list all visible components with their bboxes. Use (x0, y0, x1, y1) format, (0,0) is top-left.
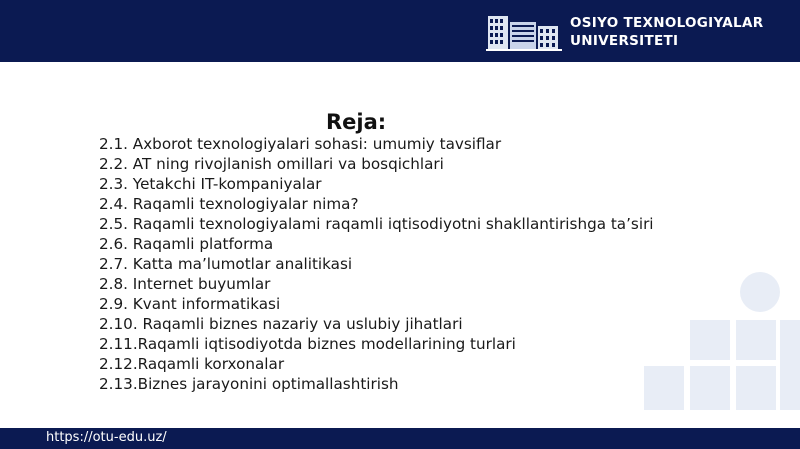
university-name (570, 14, 763, 50)
decorative-logo-watermark (640, 268, 800, 418)
plan-item: 2.11.Raqamli iqtisodiyotda biznes modellarining turlari (99, 335, 516, 353)
website-link[interactable]: https://otu-edu.uz/ (46, 430, 167, 445)
plan-item: 2.9. Kvant informatikasi (99, 295, 281, 313)
plan-list (99, 134, 659, 394)
university-name-line-1: OSIYO TEXNOLOGIYALAR (570, 15, 764, 31)
slide-title: Reja: (326, 110, 387, 134)
plan-item: 2.8. Internet buyumlar (99, 275, 271, 293)
footer-bar (0, 428, 800, 449)
plan-item: 2.1. Axborot texnologiyalari sohasi: umumiy tavsiflar (99, 135, 502, 153)
university-building-icon (486, 12, 562, 52)
header-bar (0, 0, 800, 62)
plan-item: 2.3. Yetakchi IT-kompaniyalar (99, 175, 322, 193)
plan-item: 2.5. Raqamli texnologiyalami raqamli iqtisodiyotni shakllantirishga ta’siri (99, 215, 654, 233)
plan-item: 2.13.Biznes jarayonini optimallashtirish (99, 375, 399, 393)
university-name-line-2: UNIVERSITETI (570, 33, 679, 49)
plan-item: 2.4. Raqamli texnologiyalar nima? (99, 195, 359, 213)
plan-item: 2.12.Raqamli korxonalar (99, 355, 285, 373)
plan-item: 2.10. Raqamli biznes nazariy va uslubiy jihatlari (99, 315, 463, 333)
plan-item: 2.2. AT ning rivojlanish omillari va bosqichlari (99, 155, 444, 173)
plan-item: 2.6. Raqamli platforma (99, 235, 274, 253)
plan-item: 2.7. Katta ma’lumotlar analitikasi (99, 255, 353, 273)
